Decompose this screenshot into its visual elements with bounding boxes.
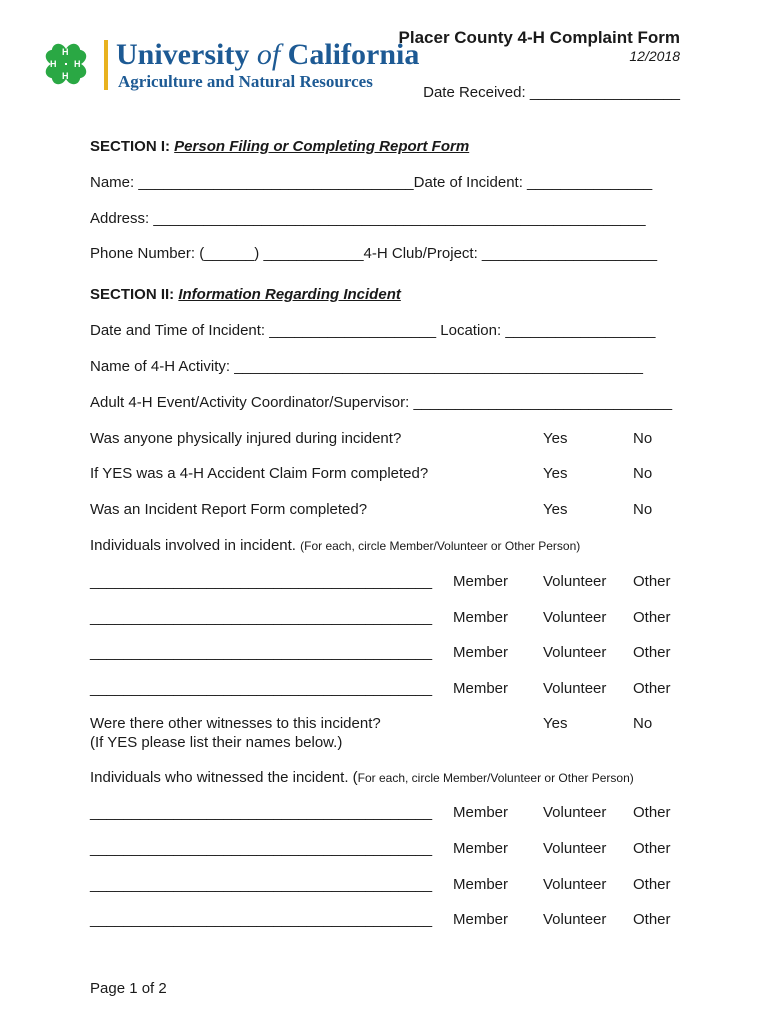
witness-member-option[interactable]: Member [453, 840, 509, 857]
university-name-part2: California [280, 38, 420, 71]
involved-member-option[interactable]: Member [453, 573, 509, 590]
datetime-location-field[interactable]: Date and Time of Incident: ____________________ Location: __________________ [90, 322, 656, 339]
involved-volunteer-option[interactable]: Volunteer [543, 609, 607, 626]
injured-yes-option[interactable]: Yes [543, 430, 568, 447]
section1-title: Person Filing or Completing Report Form [174, 138, 470, 155]
witness-volunteer-option[interactable]: Volunteer [543, 804, 607, 821]
name-and-date-field[interactable]: Name: _________________________________Date of Incident: _______________ [90, 174, 653, 191]
witness-other-option[interactable]: Other [633, 911, 671, 928]
injured-no-option[interactable]: No [633, 430, 653, 447]
department-name: Agriculture and Natural Resources [118, 72, 373, 91]
section1-label: SECTION I: [90, 138, 175, 155]
section2-heading [90, 286, 401, 303]
witness-volunteer-option[interactable]: Volunteer [543, 876, 607, 893]
report-no-option[interactable]: No [633, 501, 653, 518]
involved-volunteer-option[interactable]: Volunteer [543, 680, 607, 697]
claim-yes-option[interactable]: Yes [543, 465, 568, 482]
form-date: 12/2018 [629, 48, 680, 64]
question-claim-form: If YES was a 4-H Accident Claim Form completed? [90, 465, 429, 482]
activity-name-field[interactable]: Name of 4-H Activity: _________________________________________________ [90, 358, 643, 375]
section2-title: Information Regarding Incident [178, 286, 401, 303]
witness-name-field[interactable]: _________________________________________ [90, 840, 433, 857]
witness-name-field[interactable]: _________________________________________ [90, 804, 433, 821]
svg-text:H: H [50, 59, 57, 69]
witness-no-option[interactable]: No [633, 715, 653, 732]
involved-volunteer-option[interactable]: Volunteer [543, 573, 607, 590]
section2-label: SECTION II: [90, 286, 179, 303]
form-title: Placer County 4-H Complaint Form [398, 28, 680, 47]
witness-yes-option[interactable]: Yes [543, 715, 568, 732]
witness-volunteer-option[interactable]: Volunteer [543, 911, 607, 928]
witness-other-option[interactable]: Other [633, 840, 671, 857]
address-field[interactable]: Address: ___________________________________________________________ [90, 210, 646, 227]
witness-other-option[interactable]: Other [633, 876, 671, 893]
report-yes-option[interactable]: Yes [543, 501, 568, 518]
date-received-field[interactable]: Date Received: __________________ [423, 84, 680, 101]
svg-text:H: H [62, 71, 69, 81]
involved-member-option[interactable]: Member [453, 680, 509, 697]
phone-and-club-field[interactable]: Phone Number: (______) ____________4-H Club/Project: _____________________ [90, 245, 658, 262]
university-name [116, 38, 419, 72]
svg-text:H: H [62, 47, 69, 57]
university-name-part1: University [116, 38, 257, 71]
question-incident-report: Was an Incident Report Form completed? [90, 501, 368, 518]
witness-member-option[interactable]: Member [453, 911, 509, 928]
section1-heading [90, 138, 469, 155]
witness-question-note: (If YES please list their names below.) [90, 734, 343, 751]
involved-other-option[interactable]: Other [633, 680, 671, 697]
witness-heading [90, 769, 634, 786]
involved-name-field[interactable]: _________________________________________ [90, 573, 433, 590]
witness-name-field[interactable]: _________________________________________ [90, 876, 433, 893]
involved-other-option[interactable]: Other [633, 609, 671, 626]
witness-member-option[interactable]: Member [453, 804, 509, 821]
involved-other-option[interactable]: Other [633, 644, 671, 661]
witness-other-option[interactable]: Other [633, 804, 671, 821]
involved-name-field[interactable]: _________________________________________ [90, 644, 433, 661]
witness-member-option[interactable]: Member [453, 876, 509, 893]
witness-name-field[interactable]: _________________________________________ [90, 911, 433, 928]
page-number: Page 1 of 2 [90, 980, 167, 997]
involved-name-field[interactable]: _________________________________________ [90, 680, 433, 697]
witness-note: For each, circle Member/Volunteer or Other Person) [357, 771, 634, 785]
witness-volunteer-option[interactable]: Volunteer [543, 840, 607, 857]
involved-member-option[interactable]: Member [453, 609, 509, 626]
involved-member-option[interactable]: Member [453, 644, 509, 661]
claim-no-option[interactable]: No [633, 465, 653, 482]
coordinator-field[interactable]: Adult 4-H Event/Activity Coordinator/Supervisor: _______________________________ [90, 394, 673, 411]
involved-note: (For each, circle Member/Volunteer or Other Person) [300, 539, 581, 553]
university-name-of: of [256, 38, 281, 71]
involved-volunteer-option[interactable]: Volunteer [543, 644, 607, 661]
witness-question: Were there other witnesses to this incident? [90, 715, 381, 732]
involved-name-field[interactable]: _________________________________________ [90, 609, 433, 626]
involved-label: Individuals involved in incident. [90, 537, 301, 554]
logo-divider-bar [104, 40, 108, 90]
4h-clover-logo-icon [38, 36, 94, 92]
witness-label: Individuals who witnessed the incident. ( [90, 769, 358, 786]
question-injured: Was anyone physically injured during incident? [90, 430, 402, 447]
svg-text:H: H [74, 59, 81, 69]
involved-other-option[interactable]: Other [633, 573, 671, 590]
involved-heading [90, 537, 580, 554]
